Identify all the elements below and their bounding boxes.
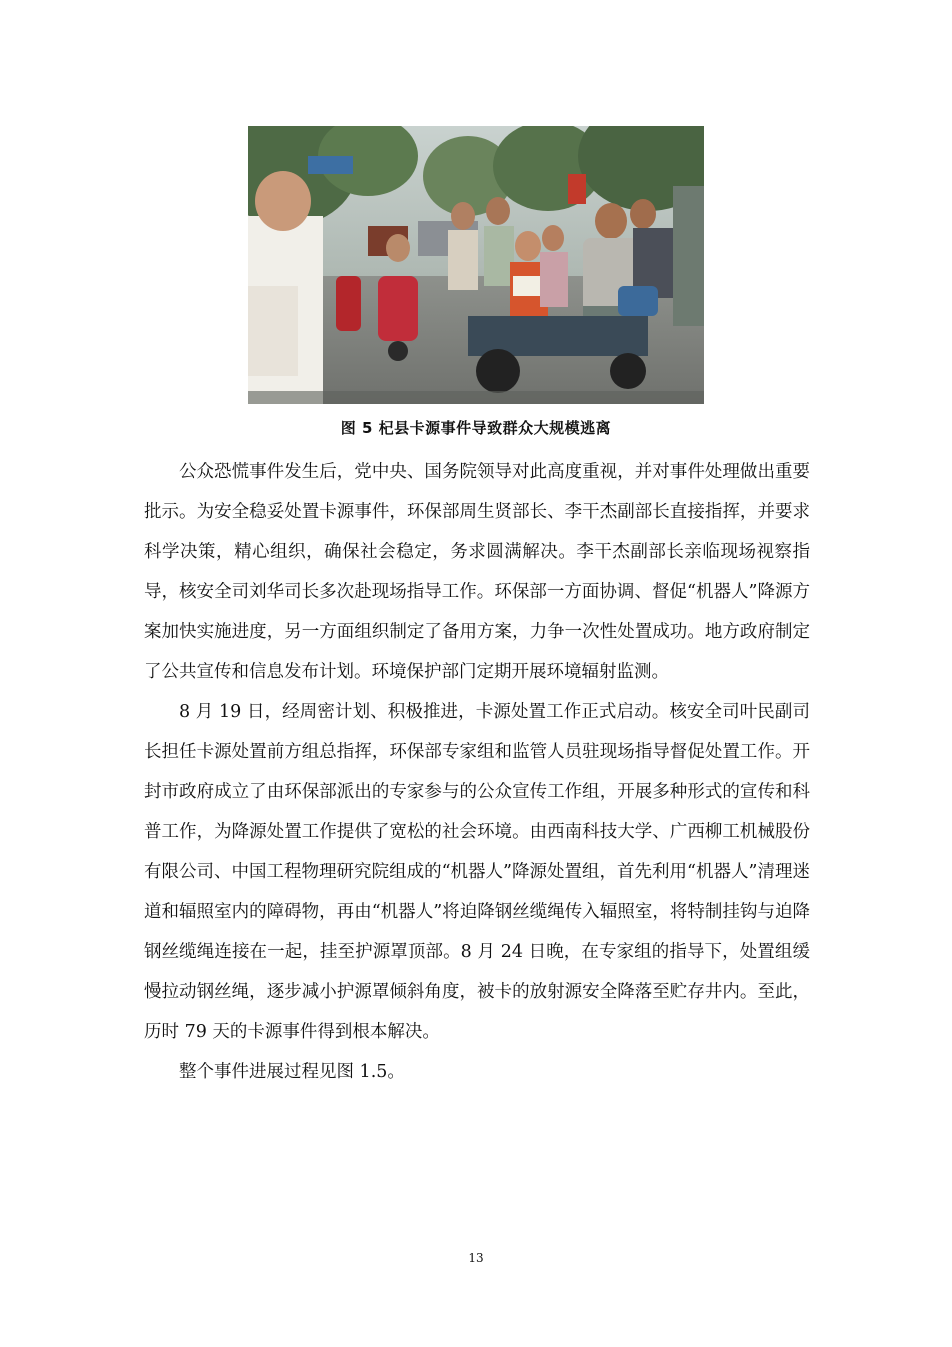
page-number: 13 <box>468 1251 484 1265</box>
paragraph: 公众恐慌事件发生后，党中央、国务院领导对此高度重视，并对事件处理做出重要批示。为安全稳妥处置卡源事件，环保部周生贤部长、李干杰副部长直接指挥，并要求科学决策，精心组织，确保社会稳定，务求圆满解决。李干杰副部长亲临现场视察指导，核安全司刘华司长多次赴现场指导工作。环保部一方面协调、督促“机器人”降源方案加快实施进度，另一方面组织制定了备用方案，力争一次性处置成功。地方政府制定了公共宣传和信息发布计划。环境保护部门定期开展环境辐射监测。 <box>144 462 810 682</box>
figure-photo <box>248 126 704 404</box>
crowd-fleeing-on-tricycles-photo <box>248 126 704 404</box>
paragraph: 8 月 19 日，经周密计划、积极推进，卡源处置工作正式启动。核安全司叶民副司长担任卡源处置前方组总指挥，环保部专家组和监管人员驻现场指导督促处置工作。开封市政府成立了由环保部派出的专家参与的公众宣传工作组，开展多种形式的宣传和科普工作，为降源处置工作提供了宽松的社会环境。由西南科技大学、广西柳工机械股份有限公司、中国工程物理研究院组成的“机器人”降源处置组，首先利用“机器人”清理迷道和辐照室内的障碍物，再由“机器人”将迫降钢丝缆绳传入辐照室，将特制挂钩与迫降钢丝缆绳连接在一起，挂至护源罩顶部。8 月 24 日晚，在专家组的指导下，处置组缓慢拉动钢丝绳，逐步减小护源罩倾斜角度，被卡的放射源安全降落至贮存井内。至此，历时 79 天的卡源事件得到根本解决。 <box>144 702 810 1042</box>
body-text <box>144 452 810 1092</box>
figure-caption: 图 5 杞县卡源事件导致群众大规模逃离 <box>340 419 612 437</box>
paragraph: 整个事件进展过程见图 1.5。 <box>179 1062 405 1082</box>
